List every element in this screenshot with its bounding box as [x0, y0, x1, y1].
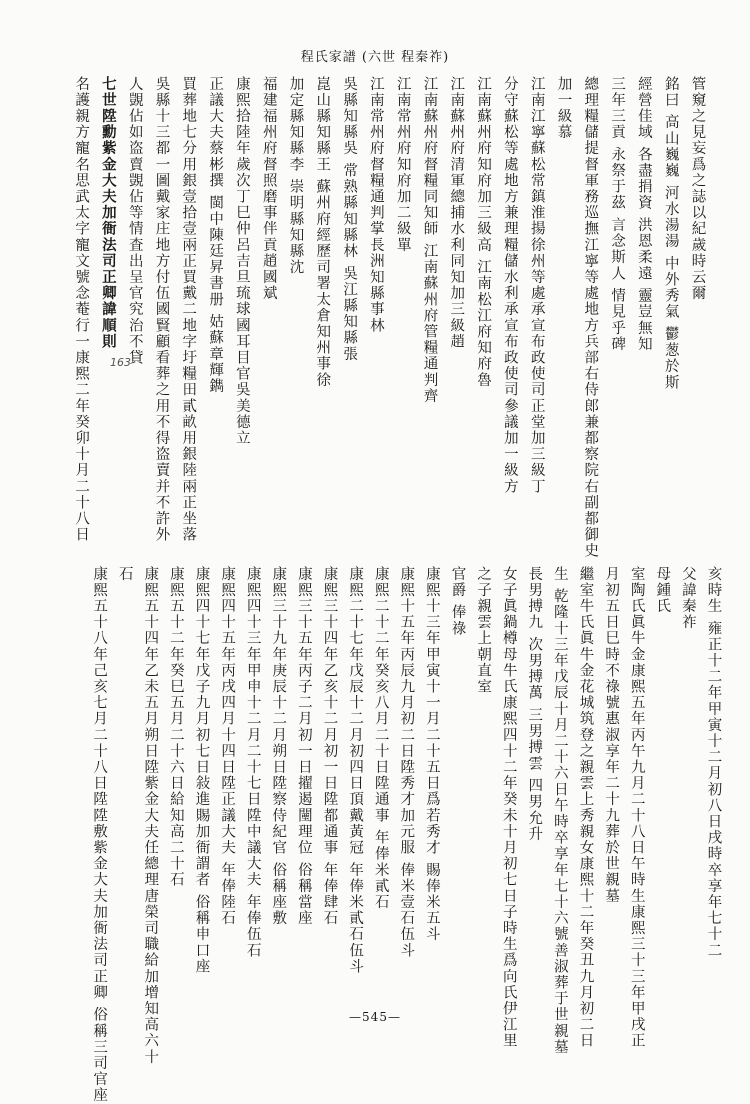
margin-annotation: 163 — [110, 356, 131, 369]
lower-text-line: 父諱秦祚 — [679, 566, 696, 631]
lower-text-line: 繼室牛氏眞牛金花城筑登之親雲上秀親女康熙十二年癸丑九月初二日 — [577, 566, 594, 1049]
lower-text-line: 長男搏九 次男搏萬 三男搏雲 四男允升 — [526, 566, 543, 843]
upper-text-line: 名護親方寵名思武太字寵文號念菴行一康熙二年癸卯十月二十八日 — [73, 76, 90, 543]
lower-text-line: 康熙二十七年戊辰十二月初四日頂戴黃冠 年俸米貳石伍斗 — [347, 566, 364, 975]
lower-text-line: 康熙四十五年丙戌四月十四日陞正議大夫 年俸陸石 — [219, 566, 236, 927]
lower-text-line: 石 — [116, 566, 133, 583]
upper-text-line: 吳縣十三都一圖戴家庄地方付伍國賢顧看葬之用不得盗賣并不許外 — [153, 76, 170, 543]
lower-text-line: 康熙十三年甲寅十一月二十五日爲若秀才 賜俸米五斗 — [423, 566, 440, 943]
upper-text-line: 銘曰 高山巍巍 河水湯湯 中外秀氣 鬱葱於斯 — [662, 76, 679, 391]
page-number: —545— — [349, 1010, 401, 1024]
lower-text-line: 室陶氏眞牛金康熙五年丙午九月二十八日午時生康熙三十三年甲戌正 — [628, 566, 645, 1049]
upper-text-line: 康熙拾陸年歲次丁巳仲呂吉旦琉球國耳目官吳美德立 — [233, 76, 250, 447]
upper-text-line: 分守蘇松等處地方兼理糧儲水利承宣布政使司參議加一級方 — [501, 76, 518, 495]
upper-text-line: 江南蘇州府清軍總捕水利同知加三級趙 — [448, 76, 465, 350]
lower-text-line: 女子眞鍋樽母牛氏康熙四十二年癸未十月初七日子時生爲向氏伊江里 — [500, 566, 517, 1049]
upper-text-line: 江南蘇州府知府加三級高 江南松江府知府魯 — [475, 76, 492, 389]
lower-text-line: 康熙五十八年己亥七月二十八日陞陞敷紫金大夫加衙法司正卿 俗稱三司官座 — [91, 566, 108, 1104]
upper-text-line: 江南蘇州府督糧同知師 江南蘇州府管糧通判齊 — [421, 76, 438, 405]
lower-text-line: 康熙四十三年甲申十二月二十七日陞中議大夫 年俸伍石 — [244, 566, 261, 959]
upper-text-line: 加一級慕 — [555, 76, 572, 141]
upper-text-line: 吳縣知縣吳 常熟縣知縣林 吳江縣知縣張 — [341, 76, 358, 363]
lower-text-line: 康熙三十五年丙子二月初一日擢遏闉理位 俗稱當座 — [295, 566, 312, 927]
upper-text-line: 管窺之見妄爲之誌以紀歲時云爾 — [689, 76, 706, 302]
upper-text-line: 江南江寧蘇松常鎮淮揚徐州等處承宣布政使司正堂加三級丁 — [528, 76, 545, 495]
lower-text-line: 亥時生 雍正十二年甲寅十二月初八日戌時卒享年七十二 — [705, 566, 722, 959]
upper-text-line: 江南常州府督糧通判掌長洲知縣事林 — [367, 76, 384, 334]
upper-text-line: 經營佳域 各盡捐資 洪恩柔遠 靈豈無知 — [635, 76, 652, 353]
lower-text-line: 生 乾隆十三年戊辰十月二十六日午時卒享年七十六號善淑葬于世親墓 — [551, 566, 568, 1056]
upper-text-line: 總理糧儲提督軍務巡撫江寧等處地方兵部右侍郎兼都察院右副都御史 — [582, 76, 599, 559]
lower-text-line: 月初五日巳時不祿號惠淑享年二十九葬於世親墓 — [603, 566, 620, 905]
lower-text-line: 康熙五十二年癸巳五月二十六日給知高二十石 — [167, 566, 184, 888]
lower-text-line: 之子親雲上朝直室 — [475, 566, 492, 695]
upper-text-line: 三年三貢 永祭于茲 言念斯人 情見乎碑 — [609, 76, 626, 353]
upper-text-line: 福建福州府督照磨事伴貢趙國斌 — [260, 76, 277, 302]
lower-text-line: 康熙四十七年戊子九月初七日敍進賜加衙謂者 俗稱申口座 — [193, 566, 210, 975]
upper-text-line: 崑山縣知縣王 蘇州府經歷司署太倉知州事徐 — [314, 76, 331, 389]
upper-text-line: 江南常州府知府加二級單 — [394, 76, 411, 254]
lower-text-line: 康熙五十四年乙未五月朔日陞紫金大夫任總理唐榮司職給加增知高六十 — [142, 566, 159, 1066]
page-header: 程氏家譜 (六世 程秦祚) — [300, 50, 450, 65]
lower-text-line: 官爵 俸祿 — [449, 566, 466, 637]
lower-text-line: 康熙十五年丙辰九月初二日陞秀才加元服 俸米壹石伍斗 — [398, 566, 415, 959]
lower-text-line: 康熙二十二年癸亥八月二十日陞通事 年俸米貳石 — [372, 566, 389, 911]
upper-text-line: 七世陞勳紫金大夫加衙法司正卿諱順則 — [99, 76, 117, 350]
lower-text-line: 康熙三十九年庚辰十二月朔日陞察侍紀官 俗稱座敷 — [270, 566, 287, 927]
upper-text-line: 正議大夫蔡彬撰 閩中陳廷昇書册 姑蘇章輝鐫 — [207, 76, 224, 395]
upper-text-line: 買葬地七分用銀壹拾壹兩正買戴二地字圩糧田貳畝用銀陸兩正坐落 — [180, 76, 197, 543]
lower-text-line: 母鍾氏 — [654, 566, 671, 615]
lower-text-line: 康熙三十四年乙亥十二月初一日陞都通事 年俸肆石 — [321, 566, 338, 927]
upper-text-line: 加定縣知縣李 崇明縣知縣沈 — [287, 76, 304, 276]
upper-text-line: 人覬佔如盗賣覬佔等情査出呈官究治不貸 — [126, 76, 143, 366]
